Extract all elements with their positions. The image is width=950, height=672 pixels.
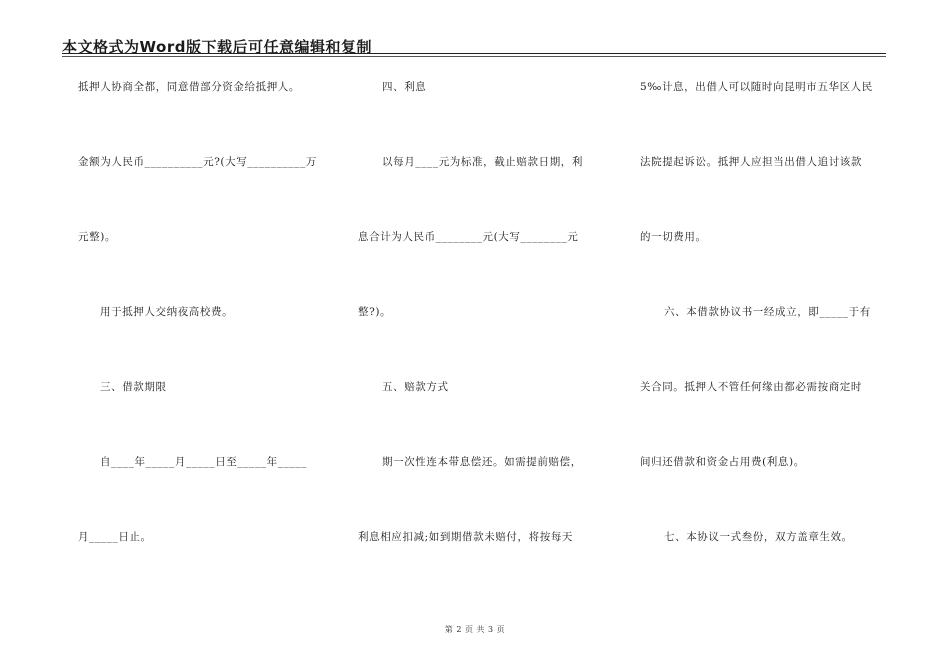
text-line: 整?)。 (358, 306, 392, 318)
header-divider (62, 53, 886, 54)
text-line: 以每月____元为标准，截止赔款日期，利 (382, 156, 583, 168)
text-line: 利息相应扣减;如到期借款未赔付，将按每天 (358, 531, 574, 543)
text-line: 关合同。抵押人不管任何缘由都必需按商定时 (640, 381, 862, 393)
text-line: 元整)。 (78, 231, 116, 243)
text-line: 的一切费用。 (640, 231, 707, 243)
section-heading: 四、利息 (382, 81, 427, 93)
text-line: 法院提起诉讼。抵押人应担当出借人追讨该款 (640, 156, 862, 168)
text-line: 间归还借款和资金占用费(利息)。 (640, 456, 805, 468)
section-heading: 三、借款期限 (100, 381, 167, 393)
text-line: 期一次性连本带息偿还。如需提前赔偿， (382, 456, 582, 468)
header-divider-secondary (62, 56, 886, 57)
text-line: 5‰计息，出借人可以随时向昆明市五华区人民 (640, 81, 873, 93)
text-line: 息合计为人民币________元(大写________元 (358, 231, 579, 243)
text-line: 金额为人民币__________元?(大写__________万 (78, 156, 317, 168)
text-line: 月_____日止。 (78, 531, 152, 543)
section-heading: 五、赔款方式 (382, 381, 449, 393)
text-line: 用于抵押人交纳夜高校费。 (100, 306, 234, 318)
page-number: 第 2 页 共 3 页 (444, 625, 506, 634)
document-header-title: 本文格式为Word版下载后可任意编辑和复制 (62, 38, 372, 56)
text-line: 抵押人协商全都，同意借部分资金给抵押人。 (78, 81, 300, 93)
text-line: 自____年_____月_____日至_____年_____ (100, 456, 307, 468)
section-heading: 七、本协议一式叁份，双方盖章生效。 (664, 531, 853, 543)
section-heading: 六、本借款协议书一经成立，即_____于有 (664, 306, 871, 318)
